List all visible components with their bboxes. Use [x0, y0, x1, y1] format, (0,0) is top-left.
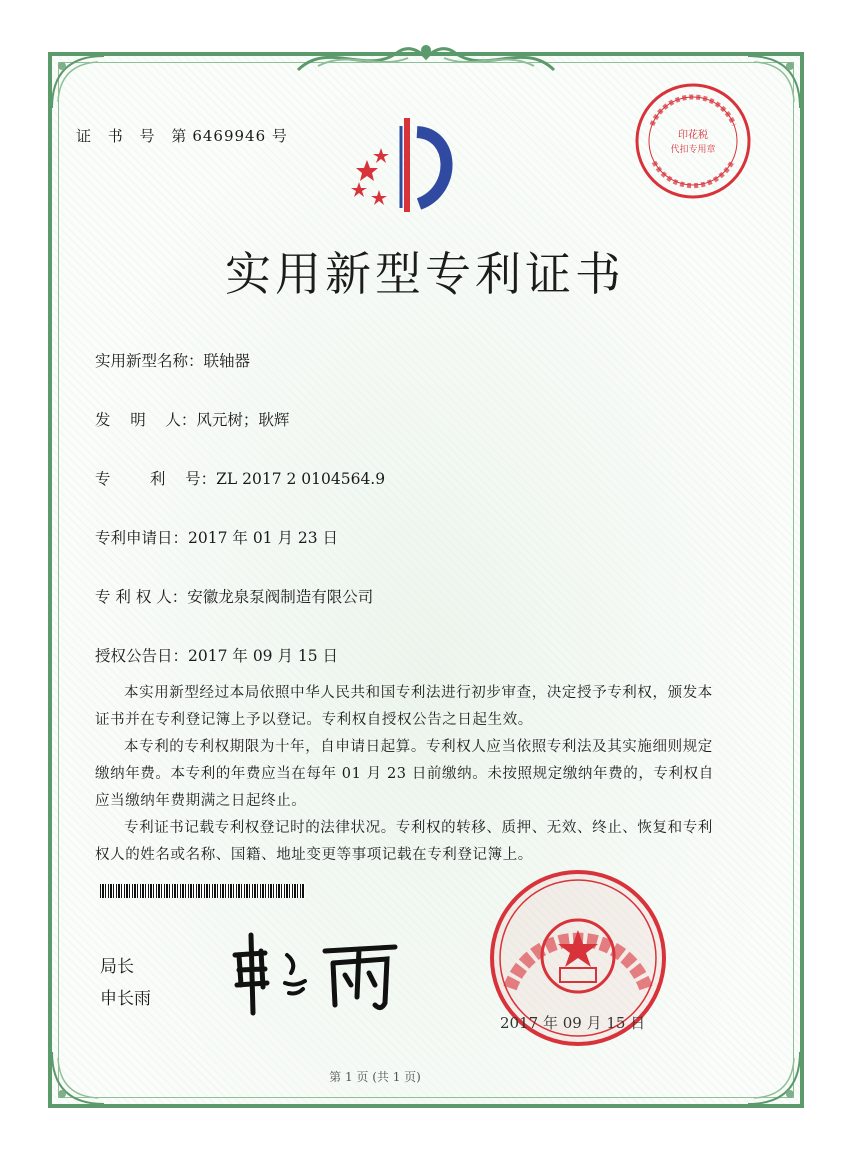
- field-value: 风元树；耿辉: [196, 411, 290, 429]
- field-label: 专 利 权 人：: [95, 588, 188, 606]
- director-name: 申长雨: [100, 989, 151, 1009]
- field-value: 2017 年 01 月 23 日: [188, 529, 339, 547]
- field-patent-number: [95, 467, 385, 489]
- certificate-number-suffix: 号: [266, 127, 288, 145]
- field-label: 专利申请日：: [95, 529, 189, 547]
- body-paragraph: 专利证书记载专利权登记时的法律状况。专利权的转移、质押、无效、终止、恢复和专利权人的姓名或名称、国籍、地址变更等事项记载在专利登记簿上。: [95, 820, 713, 863]
- certificate-title: 实用新型专利证书: [225, 247, 625, 301]
- certificate-body-text: [95, 680, 715, 869]
- corner-ornament-icon: [744, 1048, 804, 1108]
- barcode: [100, 884, 305, 898]
- certificate-number: [76, 125, 288, 146]
- body-paragraph: 本实用新型经过本局依照中华人民共和国专利法进行初步审查，决定授予专利权，颁发本证书并在专利登记簿上予以登记。专利权自授权公告之日起生效。: [95, 685, 713, 728]
- field-value: 2017 年 09 月 15 日: [188, 647, 339, 665]
- certificate-number-value: 6469946: [192, 127, 267, 145]
- field-label: 授权公告日：: [95, 647, 189, 665]
- certificate-number-label: 证 书 号 第: [76, 127, 193, 145]
- field-value: ZL 2017 2 0104564.9: [216, 470, 386, 488]
- body-paragraph: 本专利的专利权期限为十年，自申请日起算。专利权人应当依照专利法及其实施细则规定缴纳年费。本专利的年费应当在每年 01 月 23 日前缴纳。未按照规定缴纳年费的，专利权自应当缴纳年费期满之日起终止。: [95, 739, 714, 809]
- field-inventor: [95, 408, 289, 430]
- director-title: 局长: [100, 957, 134, 977]
- patent-office-logo-icon: [345, 112, 465, 222]
- handwritten-signature: [225, 925, 405, 1020]
- field-utility-model-name: [95, 349, 250, 371]
- svg-text:印花税: 印花税: [678, 130, 708, 141]
- field-label: 专 利 号：: [95, 470, 217, 488]
- field-value: 联轴器: [203, 352, 251, 370]
- svg-text:代扣专用章: 代扣专用章: [670, 145, 716, 155]
- seal-date: 2017 年 09 月 15 日: [500, 1014, 646, 1032]
- field-label: 发 明 人：: [95, 411, 197, 429]
- tax-stamp-seal: [632, 80, 754, 202]
- field-value: 安徽龙泉泵阀制造有限公司: [187, 588, 374, 606]
- top-scroll-ornament-icon: [288, 40, 564, 76]
- field-label: 实用新型名称：: [95, 352, 204, 370]
- page-number: 第 1 页 (共 1 页): [329, 1070, 421, 1084]
- field-filing-date: [95, 526, 338, 548]
- field-announcement-date: [95, 644, 338, 666]
- field-patentee: [95, 585, 373, 607]
- corner-ornament-icon: [48, 52, 108, 112]
